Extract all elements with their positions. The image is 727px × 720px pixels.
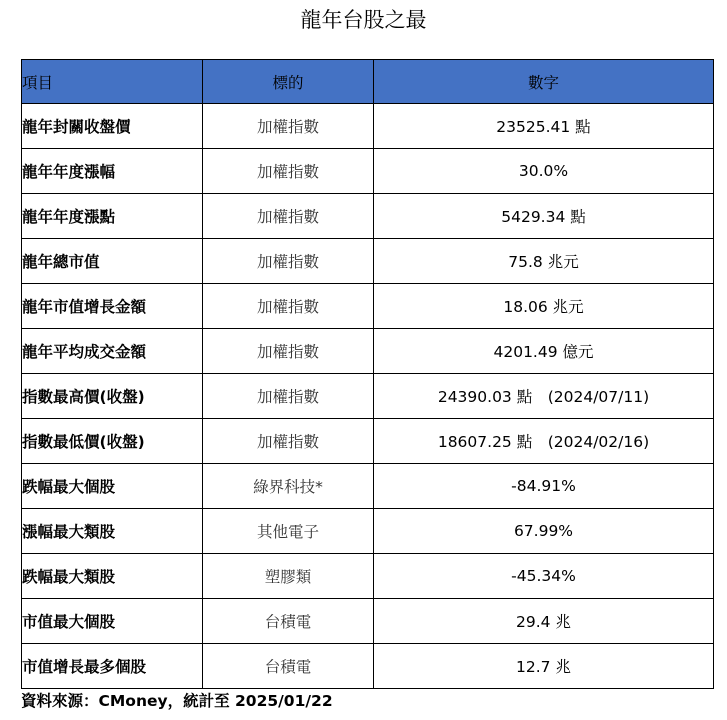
item-cell: 龍年市值增長金額: [22, 284, 203, 329]
value-cell: 75.8 兆元: [374, 239, 714, 284]
table-row: [22, 329, 714, 374]
item-cell: 龍年封關收盤價: [22, 104, 203, 149]
value-cell: -84.91%: [374, 464, 714, 509]
target-cell: 加權指數: [203, 194, 374, 239]
header-value: 數字: [374, 60, 714, 104]
table-header-row: [22, 60, 714, 104]
value-cell: 23525.41 點: [374, 104, 714, 149]
table-row: [22, 599, 714, 644]
item-cell: 指數最低價(收盤): [22, 419, 203, 464]
value-cell: 29.4 兆: [374, 599, 714, 644]
item-cell: 跌幅最大類股: [22, 554, 203, 599]
target-cell: 塑膠類: [203, 554, 374, 599]
value-cell: 18.06 兆元: [374, 284, 714, 329]
item-cell: 龍年年度漲幅: [22, 149, 203, 194]
table-row: [22, 239, 714, 284]
target-cell: 綠界科技*: [203, 464, 374, 509]
target-cell: 加權指數: [203, 329, 374, 374]
table-row: [22, 104, 714, 149]
value-cell: 18607.25 點 (2024/02/16): [374, 419, 714, 464]
table-row: [22, 194, 714, 239]
table-row: [22, 509, 714, 554]
item-cell: 市值最大個股: [22, 599, 203, 644]
table-row: [22, 464, 714, 509]
target-cell: 加權指數: [203, 239, 374, 284]
item-cell: 龍年總市值: [22, 239, 203, 284]
stats-table: [21, 59, 714, 689]
target-cell: 加權指數: [203, 374, 374, 419]
table-row: [22, 644, 714, 689]
table-row: [22, 419, 714, 464]
table-row: [22, 149, 714, 194]
item-cell: 龍年年度漲點: [22, 194, 203, 239]
value-cell: 24390.03 點 (2024/07/11): [374, 374, 714, 419]
item-cell: 漲幅最大類股: [22, 509, 203, 554]
value-cell: 12.7 兆: [374, 644, 714, 689]
source-note: 資料來源：CMoney，統計至 2025/01/22: [21, 692, 333, 710]
value-cell: 67.99%: [374, 509, 714, 554]
table-row: [22, 284, 714, 329]
item-cell: 跌幅最大個股: [22, 464, 203, 509]
header-item: 項目: [22, 60, 203, 104]
item-cell: 指數最高價(收盤): [22, 374, 203, 419]
target-cell: 加權指數: [203, 104, 374, 149]
target-cell: 加權指數: [203, 284, 374, 329]
value-cell: 5429.34 點: [374, 194, 714, 239]
page-title: 龍年台股之最: [300, 8, 427, 32]
header-target: 標的: [203, 60, 374, 104]
target-cell: 台積電: [203, 599, 374, 644]
item-cell: 龍年平均成交金額: [22, 329, 203, 374]
target-cell: 台積電: [203, 644, 374, 689]
target-cell: 其他電子: [203, 509, 374, 554]
value-cell: 30.0%: [374, 149, 714, 194]
value-cell: 4201.49 億元: [374, 329, 714, 374]
table-row: [22, 374, 714, 419]
target-cell: 加權指數: [203, 149, 374, 194]
target-cell: 加權指數: [203, 419, 374, 464]
value-cell: -45.34%: [374, 554, 714, 599]
table-row: [22, 554, 714, 599]
item-cell: 市值增長最多個股: [22, 644, 203, 689]
